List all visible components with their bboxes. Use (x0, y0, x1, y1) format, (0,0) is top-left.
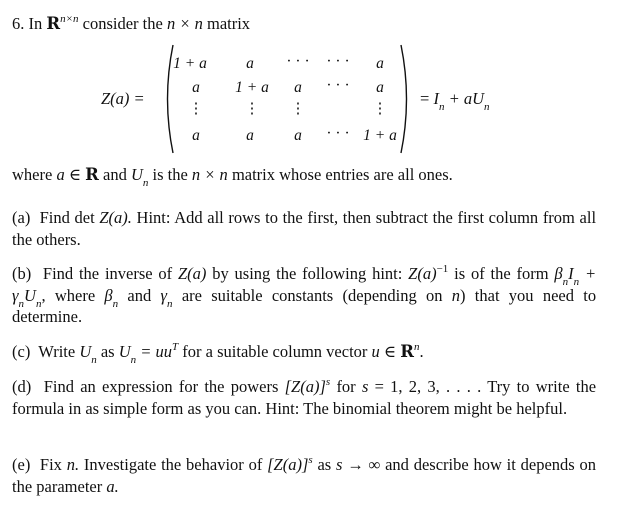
math: γ (160, 285, 168, 305)
math: a ∈ (56, 165, 82, 184)
heading-exponent: n×n (60, 12, 79, 25)
matrix-body (168, 43, 410, 151)
math: U (79, 342, 92, 361)
text: Try to write the formula in as simple form as you can. Hint: The binomial theorem might be helpful. (12, 377, 597, 418)
text: as (317, 455, 332, 474)
math: [Z(a)] (267, 455, 309, 474)
matrix-rhs (420, 88, 490, 114)
text: ) that you need to determine. (12, 285, 597, 326)
rhs-subscript: n (438, 101, 445, 114)
part-label: (b) (12, 264, 32, 283)
matrix-cell: a (246, 127, 254, 144)
subscript: n (167, 297, 173, 310)
math: β (554, 264, 563, 283)
subscript: n (35, 297, 42, 310)
text: Fix (39, 455, 62, 474)
text: Write (38, 342, 76, 361)
problem-number: 6. (12, 14, 25, 33)
text: Hint: Add all rows to the first, then subtract the first column from all the others. (12, 208, 597, 249)
math: u ∈ (371, 342, 397, 361)
math: s (361, 377, 369, 396)
matrix-cell: · · · (326, 77, 350, 94)
math: β (104, 285, 113, 305)
part-c (12, 340, 424, 367)
text: where (12, 165, 53, 184)
real-set-symbol: R (85, 165, 99, 184)
math: Z(a) (408, 264, 437, 283)
math: a. (106, 476, 119, 496)
text: and (103, 165, 127, 184)
heading-text: matrix (206, 14, 251, 33)
part-b (12, 263, 596, 328)
text: and describe how it depends on the parameter (12, 455, 597, 496)
math: Z(a). (99, 208, 132, 227)
text: by using the following hint: (212, 264, 403, 283)
subscript: n (112, 297, 119, 310)
matrix-cell: ⋮ (188, 101, 204, 117)
superscript: T (172, 340, 179, 353)
math: s → ∞ (336, 455, 381, 474)
equals-sign: = (420, 89, 430, 108)
math: n × n (191, 165, 228, 184)
rhs-identity: I (433, 89, 439, 108)
matrix-cell: 1 + a (173, 55, 207, 72)
problem-heading (12, 13, 250, 34)
text: Find an expression for the powers (43, 377, 279, 396)
text: Investigate the behavior of (83, 455, 263, 474)
superscript: s (308, 453, 313, 466)
matrix-cell: a (376, 79, 384, 96)
matrix-cell: a (294, 79, 302, 96)
math: U (118, 342, 131, 361)
heading-text: consider the (82, 14, 163, 33)
part-e (12, 454, 596, 497)
text: and (127, 285, 152, 305)
matrix-cell: 1 + a (363, 127, 397, 144)
text: is the (152, 165, 188, 184)
math: = 1, 2, 3, . . . . (374, 377, 482, 396)
math: I (568, 264, 574, 283)
text: . (419, 342, 424, 361)
subscript: n (142, 177, 149, 190)
matrix-cell: a (192, 127, 200, 144)
matrix-cell: a (376, 55, 384, 72)
rhs-subscript: n (484, 101, 490, 114)
math: U (24, 285, 36, 305)
subscript: n (91, 354, 97, 367)
matrix-cell: · · · (326, 53, 350, 70)
math: Z(a) (177, 264, 207, 283)
text: for a suitable column vector (182, 342, 368, 361)
real-set-symbol: R (46, 14, 61, 33)
matrix-cell: a (246, 55, 254, 72)
text: Find the inverse of (42, 264, 173, 283)
math: + γ (12, 264, 597, 305)
text: for (336, 377, 356, 396)
text: Find det (39, 208, 95, 227)
heading-dims: n × n (166, 14, 203, 33)
math: = uu (140, 342, 173, 361)
text: are suitable constants (depending on (181, 285, 443, 305)
matrix-cell: 1 + a (235, 79, 269, 96)
math: n. (66, 455, 80, 474)
part-a (12, 207, 596, 250)
part-label: (a) (12, 208, 31, 227)
math: U (130, 165, 143, 184)
matrix-cell: · · · (286, 53, 310, 70)
math: [Z(a)] (284, 377, 326, 396)
matrix-cell: a (294, 127, 302, 144)
where-line (12, 164, 453, 190)
superscript: s (325, 375, 331, 388)
text: as (100, 342, 115, 361)
matrix-cell: ⋮ (244, 101, 260, 117)
matrix-cell: ⋮ (372, 101, 388, 117)
matrix-cell: · · · (326, 125, 350, 142)
part-label: (c) (12, 342, 31, 361)
text: is of the form (454, 264, 549, 283)
text: , where (41, 285, 96, 305)
matrix-cell: a (192, 79, 200, 96)
subscript: n (130, 354, 137, 367)
real-set-symbol: R (400, 342, 414, 361)
subscript: n (562, 276, 569, 289)
part-d (12, 376, 596, 419)
part-label: (e) (12, 455, 31, 474)
superscript: −1 (436, 262, 449, 275)
matrix-cell: ⋮ (290, 101, 306, 117)
heading-text: In (28, 14, 43, 33)
text: matrix whose entries are all ones. (231, 165, 453, 184)
rhs-plus-term: + aU (448, 89, 484, 108)
part-label: (d) (12, 377, 32, 396)
matrix-lhs: Z(a) = (101, 89, 145, 108)
subscript: n (573, 276, 580, 289)
subscript: n (18, 297, 25, 310)
math: n (451, 285, 461, 305)
superscript: n (413, 340, 420, 353)
